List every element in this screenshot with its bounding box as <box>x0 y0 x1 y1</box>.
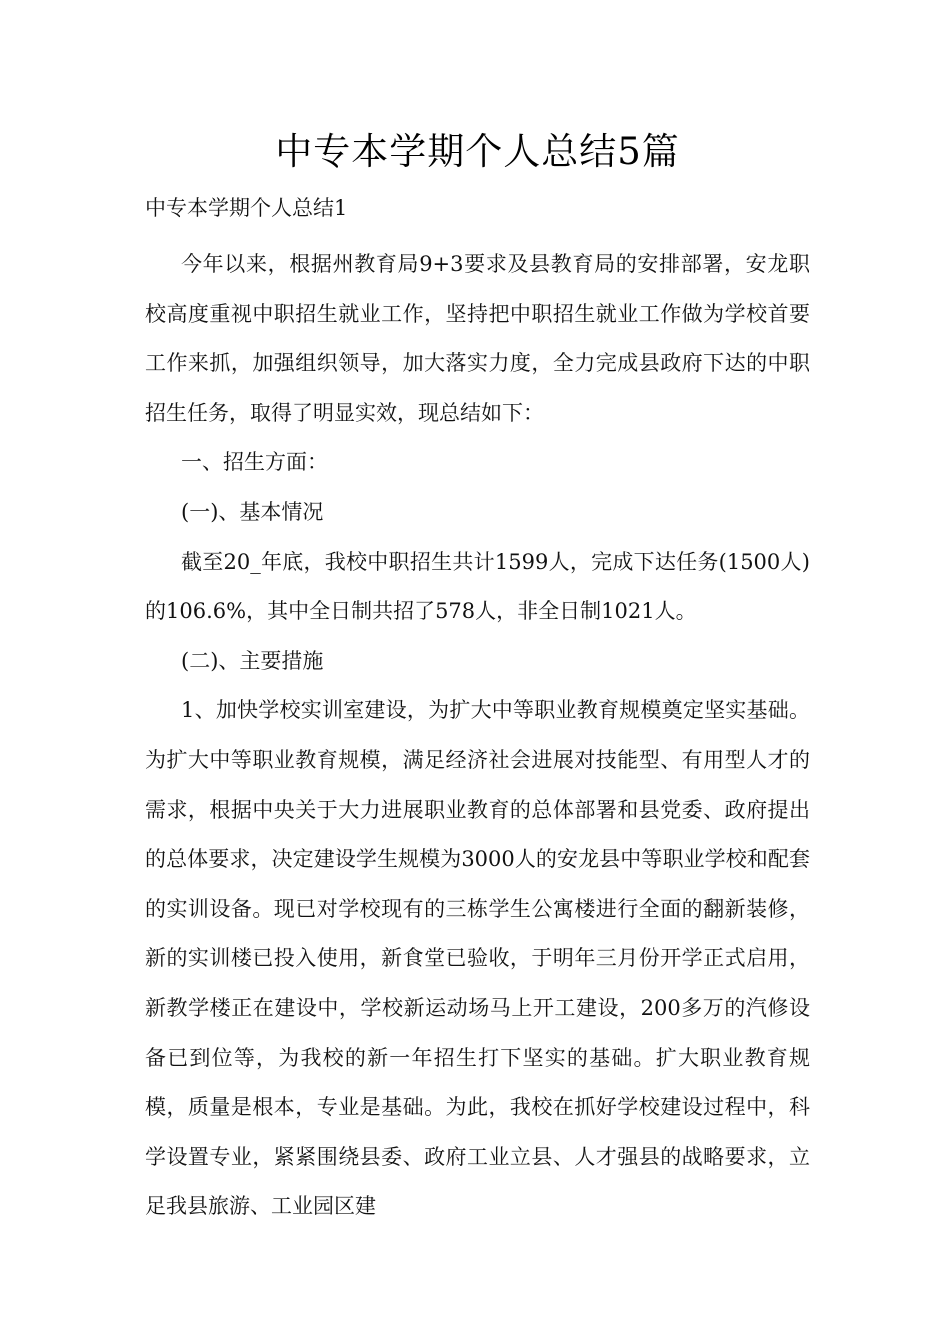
paragraph-section-1: 一、招生方面： <box>181 450 328 475</box>
section-heading: 中专本学期个人总结1 <box>145 196 348 220</box>
document-page <box>145 128 810 1232</box>
paragraph-measure-1: 1、加快学校实训室建设，为扩大中等职业教育规模奠定坚实基础。为扩大中等职业教育规模，满足经济社会进展对技能型、有用型人才的需求，根据中央关于大力进展职业教育的总体部署和县党委、政府提出的总体要求，决定建设学生规模为3000人的安龙县中等职业学校和配套的实训设备。现已对学校现有的三栋学生公寓楼进行全面的翻新装修，新的实训楼已投入使用，新食堂已验收，于明年三月份开学正式启用，新教学楼正在建设中，学校新运动场马上开工建设，200多万的汽修设备已到位等，为我校的新一年招生打下坚实的基础。扩大职业教育规模，质量是根本，专业是基础。为此，我校在抓好学校建设过程中，科学设置专业，紧紧围绕县委、政府工业立县、人才强县的战略要求，立足我县旅游、工业园区建 <box>145 698 810 1219</box>
paragraph-enrollment-stats: 截至20_年底，我校中职招生共计1599人，完成下达任务(1500人)的106.6%，其中全日制共招了578人，非全日制1021人。 <box>145 549 810 624</box>
paragraph-subsection-basic: (一)、基本情况 <box>181 499 324 524</box>
paragraph-subsection-measures: (二)、主要措施 <box>181 648 324 673</box>
document-title: 中专本学期个人总结5篇 <box>275 130 680 173</box>
paragraph-intro: 今年以来，根据州教育局9+3要求及县教育局的安排部署，安龙职校高度重视中职招生就业工作，坚持把中职招生就业工作做为学校首要工作来抓，加强组织领导，加大落实力度，全力完成县政府下达的中职招生任务，取得了明显实效，现总结如下： <box>145 252 810 425</box>
